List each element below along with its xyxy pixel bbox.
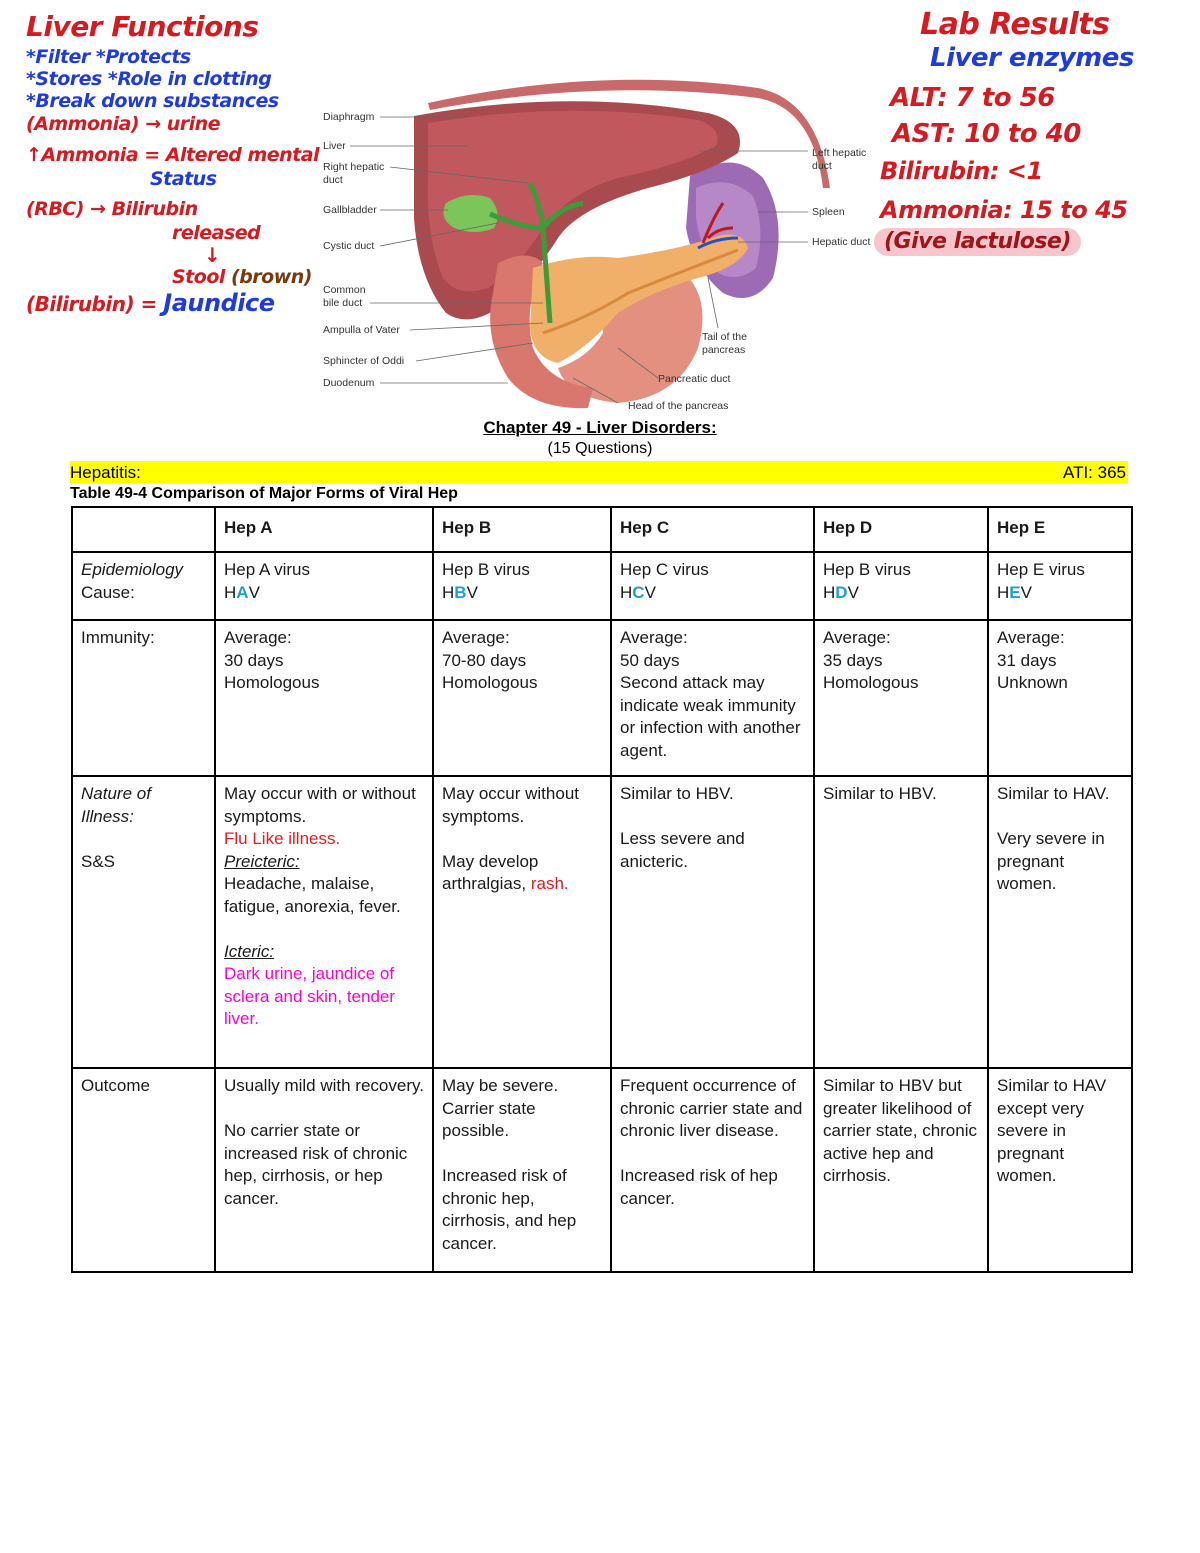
label-duodenum: Duodenum [323, 377, 375, 389]
label-left-hepatic-duct: Left hepatic [812, 147, 867, 159]
table-cell: Hep B virus HBV [433, 552, 611, 620]
lab-lactulose: (Give lactulose) [874, 228, 1081, 256]
table-cell: Similar to HBV. Less severe and anicteric. [611, 776, 814, 1068]
label-cystic-duct: Cystic duct [323, 240, 375, 252]
notes-line: *Break down substances [26, 90, 279, 112]
label-left-hepatic-duct-2: duct [812, 160, 832, 172]
notes-line: ↑Ammonia = Altered mental [26, 144, 320, 166]
table-cell: Similar to HBV. [814, 776, 988, 1068]
row-label: Immunity: [72, 620, 215, 776]
table-header-cell: Hep A [215, 507, 433, 552]
lab-alt: ALT: 7 to 56 [890, 83, 1055, 113]
table-cell: Similar to HAV except very severe in pregnant women. [988, 1068, 1132, 1272]
table-cell: Usually mild with recovery. No carrier state or increased risk of chronic hep, cirrhosis, or hep cancer. [215, 1068, 433, 1272]
chapter-title: Chapter 49 - Liver Disorders: [483, 418, 717, 437]
table-cell: May occur with or without symptoms. Flu Like illness. Preicteric: Headache, malaise, fatigue, anorexia, fever. Icteric: Dark urine, jaundice of sclera and skin, tender liver. [215, 776, 433, 1068]
lab-ammonia: Ammonia: 15 to 45 [880, 196, 1128, 224]
notes-subtitle: Liver enzymes [930, 43, 1134, 73]
table-cell: May be severe. Carrier state possible. Increased risk of chronic hep, cirrhosis, and hep cancer. [433, 1068, 611, 1272]
table-header-cell [72, 507, 215, 552]
down-arrow-icon: ↓ [204, 243, 221, 267]
label-head-pancreas: Head of the pancreas [628, 400, 729, 412]
table-cell: Average: 30 days Homologous [215, 620, 433, 776]
notes-line [26, 290, 326, 317]
table-header-cell: Hep B [433, 507, 611, 552]
label-liver: Liver [323, 140, 346, 152]
notes-line: *Stores *Role in clotting [26, 68, 272, 90]
notes-line: (RBC) → Bilirubin [26, 198, 198, 220]
table-header-cell: Hep E [988, 507, 1132, 552]
table-cell: Hep A virus HAV [215, 552, 433, 620]
label-ampulla: Ampulla of Vater [323, 324, 400, 336]
hepatitis-highlight-bar [70, 461, 1128, 483]
handwritten-notes-liver-functions [26, 12, 326, 317]
table-cell: May occur without symptoms. May develop arthralgias, rash. [433, 776, 611, 1068]
table-row-nature [72, 776, 1132, 1068]
lab-bilirubin: Bilirubin: <1 [880, 157, 1043, 185]
row-label: Nature of Illness: S&S [72, 776, 215, 1068]
table-cell: Similar to HBV but greater likelihood of carrier state, chronic active hep and cirrhosis. [814, 1068, 988, 1272]
liver-anatomy-illustration [318, 78, 888, 418]
table-cell: Hep B virus HDV [814, 552, 988, 620]
label-right-hepatic-duct-2: duct [323, 174, 343, 186]
label-diaphragm: Diaphragm [323, 111, 375, 123]
table-title: Table 49-4 Comparison of Major Forms of Viral Hep [70, 485, 458, 502]
notes-line: (Ammonia) → urine [26, 113, 221, 135]
label-right-hepatic-duct: Right hepatic [323, 161, 385, 173]
table-row-immunity [72, 620, 1132, 776]
label-sphincter: Sphincter of Oddi [323, 355, 405, 367]
hepatitis-label: Hepatitis: [70, 463, 141, 482]
table-cell: Hep C virus HCV [611, 552, 814, 620]
handwritten-notes-lab-results [880, 8, 1180, 256]
notes-title: Liver Functions [26, 10, 259, 43]
notes-title: Lab Results [920, 7, 1110, 42]
table-cell: Average: 31 days Unknown [988, 620, 1132, 776]
ati-page-ref: ATI: 365 [1063, 463, 1126, 482]
label-common-bile-duct-2: bile duct [323, 297, 363, 309]
lab-ast: AST: 10 to 40 [892, 119, 1081, 149]
row-label: Outcome [72, 1068, 215, 1272]
table-cell: Average: 70-80 days Homologous [433, 620, 611, 776]
label-tail-pancreas-2: pancreas [702, 344, 746, 356]
label-spleen: Spleen [812, 206, 845, 218]
label-hepatic-duct: Hepatic duct [812, 236, 871, 248]
row-label: Epidemiology Cause: [72, 552, 215, 620]
label-pancreatic-duct: Pancreatic duct [658, 373, 731, 385]
table-cell: Average: 35 days Homologous [814, 620, 988, 776]
notes-line: *Filter *Protects [26, 46, 191, 68]
notes-jaundice: Jaundice [163, 289, 275, 317]
table-cell: Frequent occurrence of chronic carrier state and chronic liver disease. Increased risk of hep cancer. [611, 1068, 814, 1272]
notes-brown: (brown) [231, 266, 312, 288]
table-header-cell: Hep C [611, 507, 814, 552]
table-cell: Hep E virus HEV [988, 552, 1132, 620]
notes-line: released [172, 222, 261, 244]
label-gallbladder: Gallbladder [323, 204, 377, 216]
table-row-cause [72, 552, 1132, 620]
notes-line [26, 266, 326, 288]
table-header-cell: Hep D [814, 507, 988, 552]
label-tail-pancreas: Tail of the [702, 331, 747, 343]
table-cell: Similar to HAV. Very severe in pregnant women. [988, 776, 1132, 1068]
notes-stool: Stool [172, 266, 225, 288]
table-cell: Average: 50 days Second attack may indicate weak immunity or infection with another agent. [611, 620, 814, 776]
notes-line: Status [150, 168, 217, 190]
viral-hepatitis-comparison-table [71, 506, 1133, 1273]
table-header-row [72, 507, 1132, 552]
chapter-question-count: (15 Questions) [547, 440, 653, 457]
table-row-outcome [72, 1068, 1132, 1272]
label-common-bile-duct: Common [323, 284, 366, 296]
notes-bilirubin: (Bilirubin) = [26, 292, 157, 316]
